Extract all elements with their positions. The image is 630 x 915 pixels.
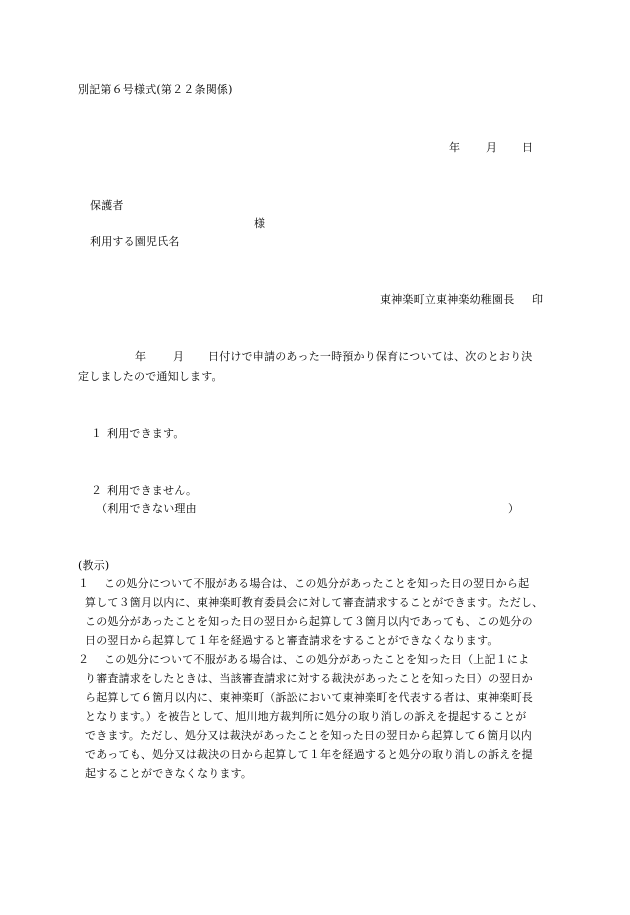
- body-month-label: 月: [173, 350, 185, 363]
- reason-close: ）: [508, 502, 520, 515]
- notice-item-number: ２: [78, 653, 90, 666]
- honorific: 様: [254, 217, 266, 230]
- notice-item-number: １: [78, 577, 90, 590]
- option-number: １: [91, 427, 103, 440]
- child-name-label: 利用する園児氏名: [90, 235, 180, 248]
- body-text-line: 定しましたので通知します。: [78, 370, 223, 383]
- form-header: 別記第６号様式(第２２条関係): [78, 83, 233, 96]
- notice-heading: (教示): [78, 559, 110, 572]
- date-month-label: 月: [486, 141, 498, 154]
- option-denied: 利用できません。: [107, 484, 198, 497]
- notice-line: できます。ただし、処分又は裁決があったことを知った日の翌日から起算して６箇月以内: [85, 729, 533, 742]
- notice-line: この処分があったことを知った日の翌日から起算して３箇月以内であっても、この処分の: [85, 615, 533, 628]
- date-year-label: 年: [449, 141, 461, 154]
- body-year-label: 年: [135, 350, 147, 363]
- notice-line: 算して３箇月以内に、東神楽町教育委員会に対して審査請求することができます。ただし、: [85, 596, 544, 609]
- notice-line: この処分について不服がある場合は、この処分があったことを知った日の翌日から起: [104, 577, 530, 590]
- notice-line: ら起算して６箇月以内に、東神楽町（訴訟において東神楽町を代表する者は、東神楽町長: [85, 691, 533, 704]
- notice-line: であっても、処分又は裁決の日から起算して１年を経過すると処分の取り消しの訴えを提: [85, 748, 533, 761]
- notice-line: この処分について不服がある場合は、この処分があったことを知った日（上記１によ: [104, 653, 530, 666]
- notice-line: となります。）を被告として、旭川地方裁判所に処分の取り消しの訴えを提起することが: [85, 710, 527, 723]
- reason-open: （利用できない理由: [96, 502, 197, 515]
- notice-line: 日の翌日から起算して１年を経過すると審査請求をすることができなくなります。: [85, 634, 499, 647]
- issuer-name: 東神楽町立東神楽幼稚園長: [380, 293, 515, 306]
- body-text-line: 日付けで申請のあった一時預かり保育については、次のとおり決: [208, 350, 533, 363]
- option-approved: 利用できます。: [107, 427, 185, 440]
- notice-line: り審査請求をしたときは、当該審査請求に対する裁決があったことを知った日）の翌日か: [85, 672, 533, 685]
- notice-line: 起することができなくなります。: [85, 767, 253, 780]
- seal-mark: 印: [532, 293, 544, 306]
- option-number: ２: [91, 484, 103, 497]
- guardian-label: 保護者: [90, 199, 124, 212]
- date-day-label: 日: [522, 141, 534, 154]
